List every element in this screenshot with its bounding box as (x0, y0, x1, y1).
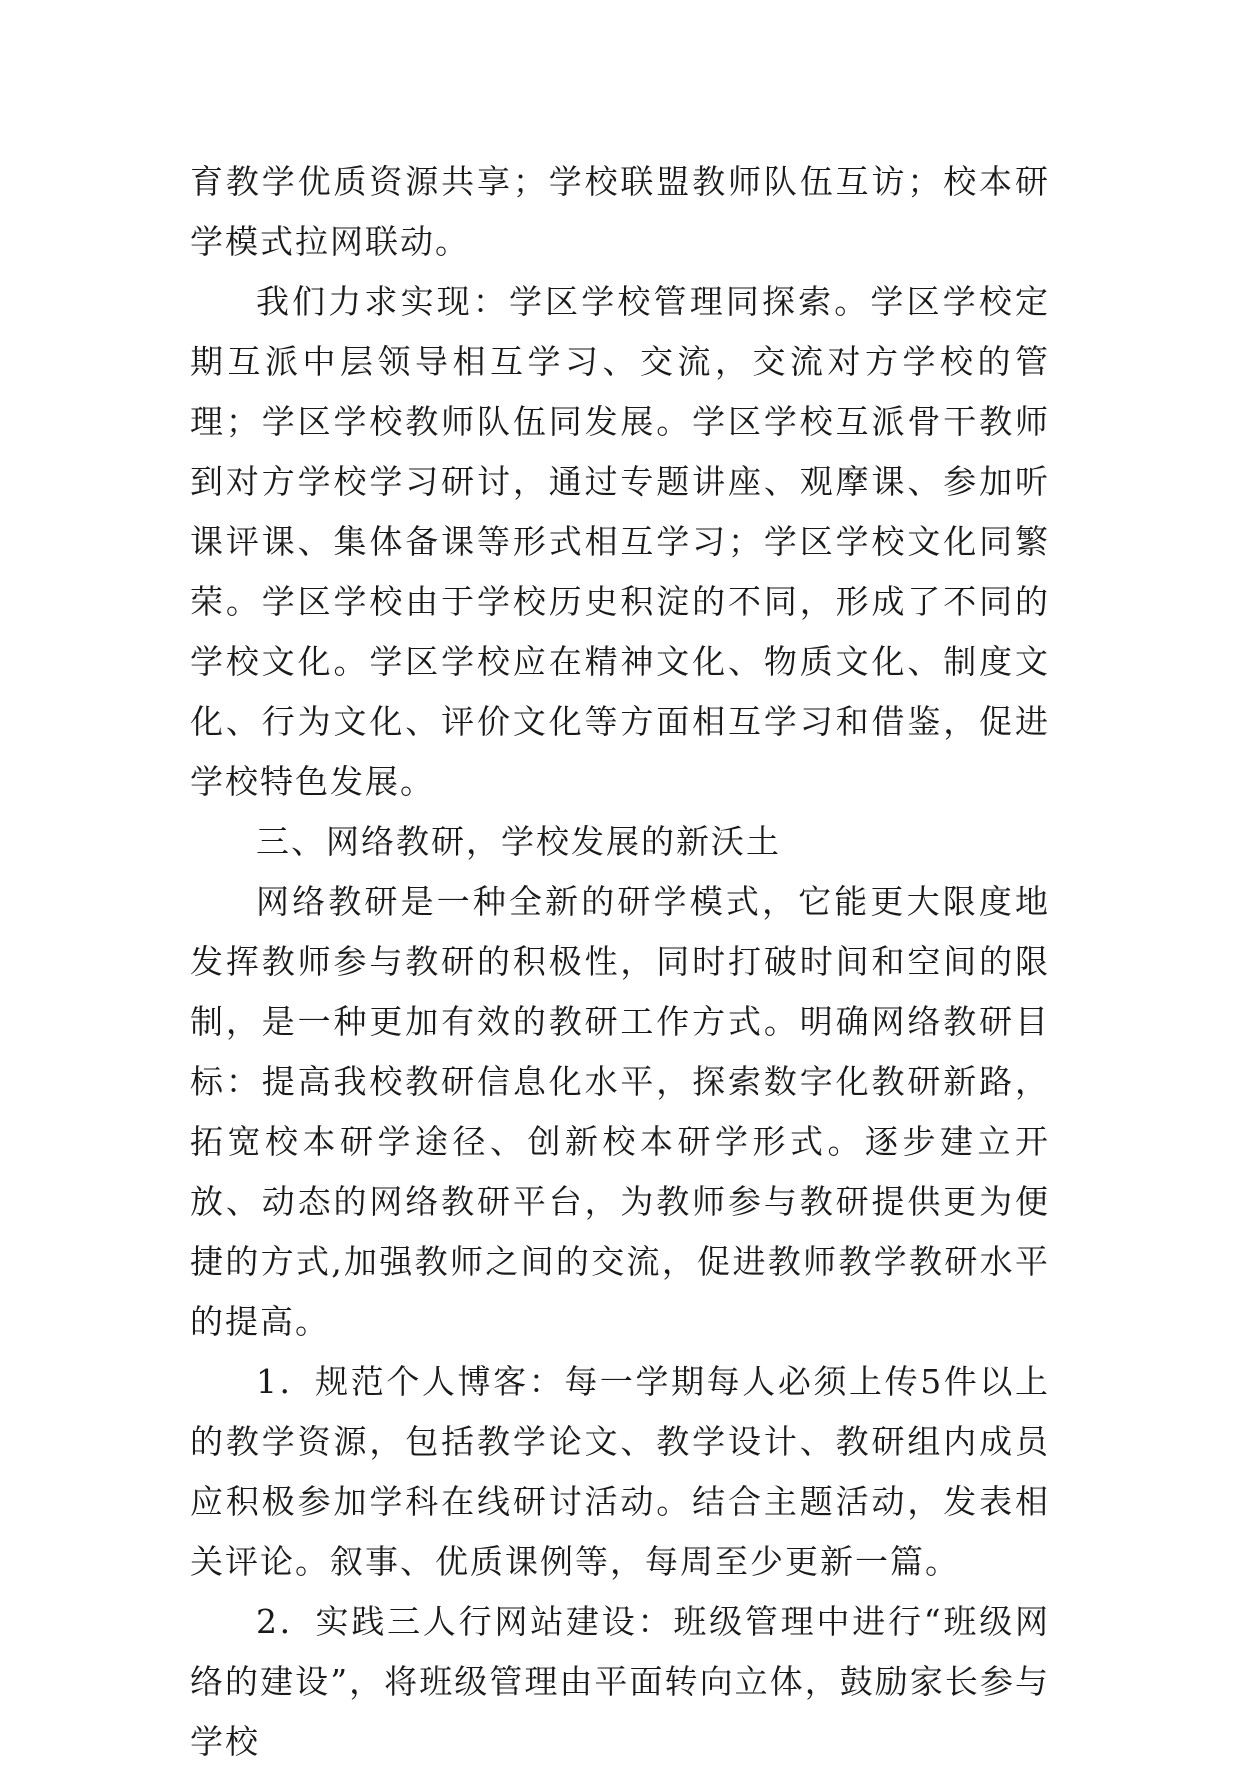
paragraph-continuation: 育教学优质资源共享；学校联盟教师队伍互访；校本研学模式拉网联动。 (190, 162, 1050, 261)
list-item-website-building: 2．实践三人行网站建设：班级管理中进行“班级网络的建设”，将班级管理由平面转向立体，鼓励家长参与学校 (190, 1602, 1050, 1761)
paragraph-school-district: 我们力求实现：学区学校管理同探索。学区学校定期互派中层领导相互学习、交流，交流对方学校的管理；学区学校教师队伍同发展。学区学校互派骨干教师到对方学校学习研讨，通过专题讲座、观摩课、参加听课评课、集体备课等形式相互学习；学区学校文化同繁荣。学区学校由于学校历史积淀的不同，形成了不同的学校文化。学区学校应在精神文化、物质文化、制度文化、行为文化、评价文化等方面相互学习和借鉴，促进学校特色发展。 (190, 282, 1050, 801)
paragraph-network-research: 网络教研是一种全新的研学模式，它能更大限度地发挥教师参与教研的积极性，同时打破时间和空间的限制，是一种更加有效的教研工作方式。明确网络教研目标：提高我校教研信息化水平，探索数字化教研新路，拓宽校本研学途径、创新校本研学形式。逐步建立开放、动态的网络教研平台，为教师参与教研提供更为便捷的方式,加强教师之间的交流，促进教师教学教研水平的提高。 (190, 882, 1050, 1341)
list-item-personal-blog: 1．规范个人博客：每一学期每人必须上传5件以上的教学资源，包括教学论文、教学设计、教研组内成员应积极参加学科在线研讨活动。结合主题活动，发表相关评论。叙事、优质课例等，每周至少更新一篇。 (190, 1362, 1050, 1581)
section-heading: 三、网络教研，学校发展的新沃土 (256, 822, 781, 861)
document-body (190, 152, 1050, 1772)
